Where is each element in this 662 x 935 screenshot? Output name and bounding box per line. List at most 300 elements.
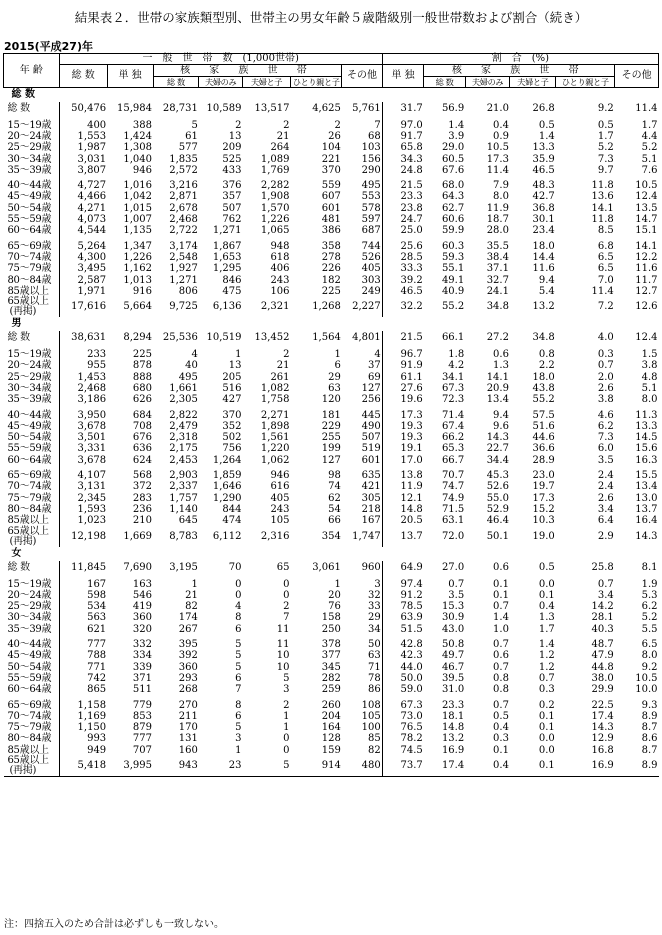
table-cell: 48.3 [532, 180, 555, 192]
table-cell: 17.4 [424, 756, 465, 777]
table-cell: 82 [185, 601, 198, 613]
age-text: 20～24歳 [7, 589, 52, 601]
table-cell: 3,331 [77, 443, 107, 455]
table-cell: 17.0 [400, 454, 423, 466]
table-cell: 320 [132, 623, 153, 635]
table-cell: 370 [222, 409, 242, 421]
table-cell: 2.0 [597, 371, 614, 383]
table-cell: 7 [342, 120, 382, 131]
table-cell: 72.0 [441, 530, 465, 542]
table-cell: 1,424 [123, 130, 153, 142]
table-cell: 1,271 [169, 274, 198, 286]
table-cell: 25,536 [162, 332, 198, 344]
table-row [4, 745, 659, 756]
table-cell: 519 [342, 444, 382, 455]
table-cell: 777 [132, 733, 153, 745]
table-cell: 163 [132, 578, 153, 590]
age-text: 45～49歳 [7, 650, 52, 662]
table-row [4, 120, 659, 131]
table-cell: 12,198 [71, 530, 107, 542]
table-cell: 0.1 [493, 578, 509, 590]
table-cell: 1 [235, 349, 242, 361]
table-cell: 303 [342, 275, 382, 286]
table-cell: 12.6 [635, 301, 658, 313]
table-cell: 1,042 [123, 191, 153, 203]
table-cell: 28.1 [591, 612, 614, 624]
table-cell: 13,452 [254, 332, 290, 344]
row-age-label [4, 527, 60, 547]
table-cell: 14.3 [635, 530, 658, 542]
table-cell: 33.3 [400, 263, 423, 275]
table-cell: 2.6 [597, 492, 614, 504]
table-cell: 788 [87, 650, 107, 662]
table-row [4, 433, 659, 444]
table-cell: 865 [87, 684, 107, 696]
age-text: 60～64歳 [7, 225, 52, 237]
table-cell: 29 [342, 613, 382, 624]
table-cell: 19.0 [532, 530, 555, 542]
table-row [4, 395, 659, 406]
table-cell: 44.8 [591, 661, 614, 673]
table-cell: 1,023 [77, 515, 107, 527]
table-cell: 40.3 [591, 623, 614, 635]
age-text: 50～54歳 [7, 432, 52, 444]
table-cell: 3.8 [641, 360, 658, 372]
table-cell: 1,015 [123, 202, 153, 214]
row-age-label [4, 421, 60, 432]
table-cell: 5,418 [59, 756, 107, 777]
table-cell: 270 [178, 699, 198, 711]
table-cell: 37 [342, 361, 382, 372]
table-cell: 616 [270, 481, 290, 493]
table-cell: 24.8 [400, 164, 423, 176]
table-cell: 236 [132, 503, 153, 515]
table-cell: 345 [321, 661, 341, 673]
table-cell: 0.7 [597, 360, 614, 372]
table-cell: 91.2 [400, 589, 423, 601]
table-cell: 626 [132, 394, 153, 406]
header-count-single: 単 独 [107, 65, 153, 88]
table-cell: 24.7 [400, 214, 423, 226]
table-cell: 46.7 [441, 661, 465, 673]
table-cell: 204 [321, 710, 341, 722]
table-cell: 38.0 [591, 672, 614, 684]
table-cell: 19.3 [400, 420, 423, 432]
age-text: 25～29歳 [7, 601, 52, 613]
table-cell: 156 [342, 154, 382, 165]
table-cell: 13.5 [635, 202, 658, 214]
table-cell: 60.3 [441, 240, 465, 252]
age-text: 35～39歳 [7, 164, 52, 176]
table-cell: 0.8 [538, 349, 555, 361]
table-cell: 57.5 [532, 409, 555, 421]
table-cell: 18.0 [532, 371, 555, 383]
row-age-label [4, 331, 60, 345]
table-cell: 9.4 [493, 409, 509, 421]
table-row [4, 203, 659, 214]
table-cell: 14.4 [532, 251, 555, 263]
age-text: 55～59歳 [7, 214, 52, 226]
table-cell: 12.7 [635, 285, 658, 297]
table-cell: 66 [328, 515, 341, 527]
table-cell: 2 [283, 349, 290, 361]
table-cell: 8.7 [641, 744, 658, 756]
table-cell: 9.2 [597, 103, 614, 114]
table-cell: 36.8 [532, 202, 555, 214]
table-cell: 10,589 [206, 103, 242, 114]
table-cell: 13.6 [591, 191, 614, 203]
age-text: 75～79歳 [7, 263, 52, 275]
table-cell: 55.2 [441, 301, 465, 313]
table-cell: 21 [185, 589, 198, 601]
table-cell: 4,544 [77, 225, 107, 237]
table-cell: 13.0 [635, 492, 658, 504]
table-row [4, 579, 659, 590]
table-cell: 1,268 [312, 301, 341, 313]
table-cell: 1,453 [77, 371, 107, 383]
table-cell: 0.4 [493, 722, 509, 734]
table-cell: 3 [235, 733, 242, 745]
table-cell: 8.9 [615, 756, 659, 777]
table-cell: 54 [328, 503, 341, 515]
table-cell: 502 [222, 432, 242, 444]
table-cell: 290 [342, 165, 382, 176]
table-cell: 960 [342, 561, 382, 575]
table-cell: 62.7 [441, 202, 465, 214]
table-cell: 305 [342, 493, 382, 504]
table-cell: 1,016 [123, 180, 153, 192]
table-cell: 70 [228, 561, 242, 573]
table-cell: 6.5 [597, 263, 614, 275]
table-cell: 8.0 [493, 191, 509, 203]
row-age-label [4, 275, 60, 286]
row-age-label [4, 361, 60, 372]
table-cell: 1,747 [342, 527, 382, 547]
table-cell: 358 [321, 240, 341, 252]
table-row [4, 685, 659, 696]
table-cell: 844 [222, 503, 242, 515]
table-cell: 15.6 [635, 443, 658, 455]
table-cell: 2,548 [169, 251, 198, 263]
table-cell: 5 [243, 756, 291, 777]
table-cell: 3.8 [597, 394, 614, 406]
table-cell: 42.3 [400, 650, 423, 662]
table-cell: 13.2 [532, 301, 555, 313]
header-ratio-single: 単 独 [382, 65, 423, 88]
age-text: 50～54歳 [7, 661, 52, 673]
table-cell: 8.9 [641, 710, 658, 722]
table-cell: 400 [87, 119, 107, 131]
table-cell: 50,476 [71, 103, 107, 114]
table-cell: 65 [276, 561, 290, 573]
table-cell: 74 [328, 481, 341, 493]
table-cell: 205 [222, 371, 242, 383]
footnote: 注：四捨五入のため合計は必ずしも一致しない。 [4, 919, 224, 930]
table-row [4, 349, 659, 360]
header-ratio-couple-child: 夫婦と子 [510, 77, 556, 88]
table-cell: 22.5 [591, 699, 614, 711]
table-cell: 1,987 [77, 142, 107, 154]
table-cell: 11.9 [486, 202, 509, 214]
table-cell: 1,089 [260, 153, 290, 165]
table-cell: 64.3 [441, 191, 465, 203]
table-cell: 28.0 [486, 225, 509, 237]
table-row [4, 482, 659, 493]
age-text: 35～39歳 [7, 394, 52, 406]
table-cell: 4,466 [77, 191, 107, 203]
table-cell: 60.6 [441, 214, 465, 226]
table-cell: 8,783 [169, 530, 198, 542]
table-cell: 11.3 [635, 409, 658, 421]
table-cell: 352 [222, 420, 242, 432]
table-cell: 59.3 [441, 251, 465, 263]
table-cell: 31.0 [441, 684, 465, 696]
table-cell: 360 [132, 612, 153, 624]
table-row [4, 639, 659, 650]
table-cell: 38.4 [486, 251, 509, 263]
table-cell: 29.9 [591, 684, 614, 696]
age-text: 65歳以上 [7, 525, 49, 537]
table-cell: 8.1 [641, 561, 658, 573]
table-cell: 14.3 [591, 722, 614, 734]
table-cell: 7,690 [123, 561, 153, 573]
table-cell: 360 [178, 661, 198, 673]
age-text: 40～44歳 [7, 639, 52, 651]
table-cell: 23.4 [532, 225, 555, 237]
table-cell: 59.9 [441, 225, 465, 237]
table-cell: 406 [270, 263, 290, 275]
table-cell: 6,112 [212, 530, 242, 542]
table-cell: 370 [321, 164, 341, 176]
table-cell: 59.0 [400, 684, 423, 696]
table-cell: 3,174 [169, 240, 198, 252]
table-cell: 3.5 [597, 454, 614, 466]
table-cell: 507 [222, 202, 242, 214]
table-cell: 8,294 [123, 332, 153, 344]
table-cell: 5 [235, 650, 242, 662]
table-cell: 167 [87, 578, 107, 590]
table-cell: 6 [334, 360, 341, 372]
table-cell: 1,927 [169, 263, 198, 275]
table-cell: 577 [178, 142, 198, 154]
table-cell: 1,593 [77, 503, 107, 515]
table-cell: 5.4 [538, 285, 555, 297]
table-cell: 687 [342, 226, 382, 237]
table-cell: 5 [235, 639, 242, 651]
table-cell: 1,661 [169, 382, 198, 394]
table-cell: 16.9 [556, 756, 615, 777]
table-row [4, 561, 659, 575]
table-cell: 511 [132, 684, 153, 696]
row-age-label [4, 264, 60, 275]
table-cell: 1,564 [312, 332, 341, 344]
table-cell: 10 [276, 650, 290, 662]
table-cell: 0.0 [538, 744, 555, 756]
table-cell: 20.5 [400, 515, 423, 527]
table-cell: 25.8 [591, 561, 614, 573]
table-cell: 1 [334, 349, 341, 361]
table-cell: 2,468 [169, 214, 198, 226]
table-cell: 211 [178, 710, 198, 722]
table-cell: 6 [235, 710, 242, 722]
table-cell: 255 [321, 432, 341, 444]
table-cell: 34.3 [400, 153, 423, 165]
table-cell: 526 [342, 252, 382, 263]
table-cell: 78 [342, 673, 382, 684]
table-cell: 170 [178, 722, 198, 734]
age-text: 85歳以上 [7, 744, 49, 756]
table-cell: 103 [342, 143, 382, 154]
table-cell: 91.9 [400, 360, 423, 372]
table-row [4, 613, 659, 624]
table-cell: 707 [132, 744, 153, 756]
table-cell: 13.3 [532, 142, 555, 154]
table-cell: 1.7 [597, 130, 614, 142]
table-cell: 0.0 [538, 578, 555, 590]
table-cell: 568 [132, 470, 153, 482]
table-cell: 21.0 [486, 103, 509, 114]
row-age-label [4, 700, 60, 711]
table-cell: 17.3 [532, 492, 555, 504]
table-cell: 23.3 [441, 699, 465, 711]
table-cell: 525 [222, 153, 242, 165]
header-ratio-single-parent: ひとり親と子 [556, 77, 615, 88]
table-cell: 1,295 [212, 263, 242, 275]
table-cell: 0.0 [538, 733, 555, 745]
table-cell: 11 [276, 639, 290, 651]
table-row [4, 673, 659, 684]
table-cell: 158 [321, 612, 341, 624]
table-cell: 78.2 [400, 733, 423, 745]
table-cell: 339 [132, 661, 153, 673]
table-cell: 10.0 [635, 684, 658, 696]
table-cell: 1,162 [123, 263, 153, 275]
table-cell: 278 [321, 251, 341, 263]
age-text: 65歳以上 [7, 296, 49, 308]
table-row [4, 286, 659, 297]
table-cell: 256 [342, 395, 382, 406]
table-cell: 1.3 [493, 360, 509, 372]
row-age-label [4, 297, 60, 317]
row-age-label [4, 383, 60, 394]
table-cell: 6,136 [212, 301, 242, 313]
table-cell: 5 [235, 661, 242, 673]
header-ratio-nuclear-total: 総 数 [424, 77, 465, 88]
table-cell: 51.6 [532, 420, 555, 432]
table-cell: 225 [132, 349, 153, 361]
table-cell: 11 [276, 623, 290, 635]
table-cell: 742 [87, 672, 107, 684]
table-cell: 9.6 [493, 420, 509, 432]
age-text: 40～44歳 [7, 409, 52, 421]
row-age-label [4, 252, 60, 263]
table-cell: 578 [342, 203, 382, 214]
table-cell: 8.7 [641, 722, 658, 734]
table-cell: 61.1 [400, 371, 423, 383]
table-row [4, 527, 659, 547]
table-cell: 2,722 [169, 225, 198, 237]
table-row [4, 264, 659, 275]
row-age-label [4, 203, 60, 214]
row-age-label [4, 120, 60, 131]
table-cell: 948 [270, 240, 290, 252]
table-row [4, 192, 659, 203]
table-cell: 30.9 [441, 612, 465, 624]
row-age-label [4, 624, 60, 635]
table-cell: 888 [132, 371, 153, 383]
table-cell: 35.9 [532, 153, 555, 165]
table-cell: 12.2 [635, 251, 658, 263]
table-cell: 261 [270, 371, 290, 383]
table-cell: 2,468 [77, 382, 107, 394]
age-text: 40～44歳 [7, 180, 52, 192]
table-row [4, 275, 659, 286]
section-header [4, 88, 659, 103]
table-cell: 6.5 [641, 639, 658, 651]
table-cell: 9.2 [641, 661, 658, 673]
table-cell: 474 [222, 515, 242, 527]
table-cell: 29 [328, 371, 341, 383]
table-cell: 12.1 [400, 492, 423, 504]
table-cell: 14.3 [486, 432, 509, 444]
table-cell: 0.4 [493, 119, 509, 131]
table-cell: 40 [185, 360, 198, 372]
table-cell: 32 [342, 590, 382, 601]
table-cell: 264 [270, 142, 290, 154]
table-cell: 3,495 [77, 263, 107, 275]
table-cell: 495 [342, 180, 382, 191]
table-cell: 55.1 [441, 263, 465, 275]
table-cell: 2,587 [77, 274, 107, 286]
header-count-nuclear-total: 総 数 [153, 77, 199, 88]
table-cell: 1,646 [212, 481, 242, 493]
table-cell: 1,835 [169, 153, 198, 165]
table-cell: 6.2 [641, 601, 658, 613]
table-cell: 34 [342, 624, 382, 635]
age-text: 55～59歳 [7, 443, 52, 455]
table-cell: 11.6 [635, 263, 658, 275]
table-cell: 0.4 [465, 756, 510, 777]
table-cell: 4,107 [77, 470, 107, 482]
table-cell: 598 [87, 589, 107, 601]
table-cell: 7.9 [493, 180, 509, 192]
table-cell: 0 [283, 733, 290, 745]
header-ratio-nuclear: 核 家 族 世 帯 [424, 65, 615, 77]
table-cell: 377 [321, 650, 341, 662]
table-cell: 4,073 [77, 214, 107, 226]
table-cell: 0.1 [510, 756, 556, 777]
table-cell: 68 [342, 131, 382, 142]
table-cell: 777 [87, 639, 107, 651]
table-cell: 4.4 [641, 130, 658, 142]
table-cell: 853 [132, 710, 153, 722]
table-cell: 12.4 [635, 332, 658, 344]
row-age-label [4, 214, 60, 225]
table-cell: 2.9 [597, 530, 614, 542]
table-cell: 61 [185, 130, 198, 142]
table-cell: 4,271 [77, 202, 107, 214]
table-cell: 1,867 [212, 240, 242, 252]
age-text: 45～49歳 [7, 420, 52, 432]
table-cell: 354 [321, 530, 341, 542]
table-cell: 10.5 [635, 180, 658, 192]
table-cell: 65.8 [400, 142, 423, 154]
row-age-label [4, 395, 60, 406]
table-cell: 421 [342, 482, 382, 493]
table-cell: 0.7 [448, 578, 465, 590]
table-cell: 9.3 [641, 699, 658, 711]
age-text: 85歳以上 [7, 515, 49, 527]
